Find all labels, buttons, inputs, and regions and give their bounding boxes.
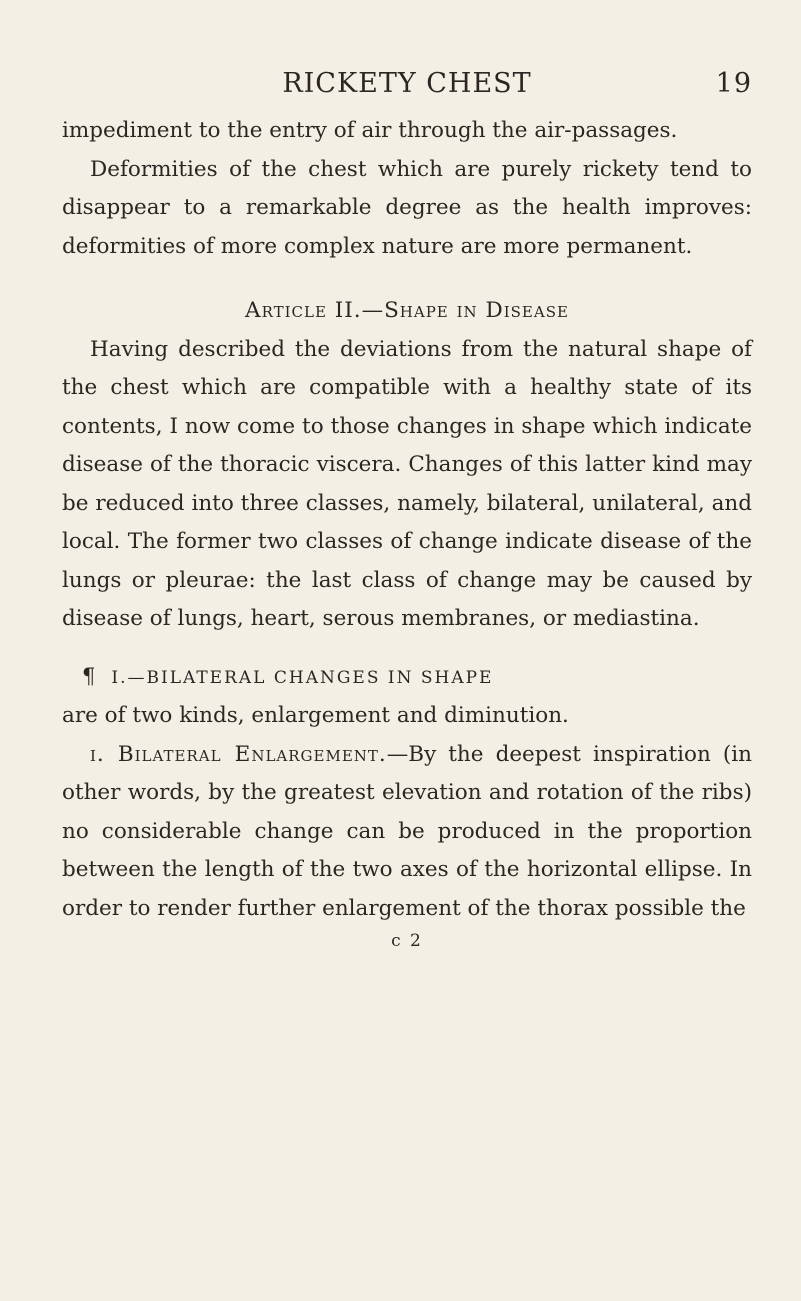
article-heading: Article II.—Shape in Disease [245,298,569,323]
signature-mark: c 2 [391,931,423,951]
page-number: 19 [715,68,752,99]
running-head [62,68,752,112]
body-text [62,112,752,952]
bilateral-enlargement-label: i. Bilateral Enlargement. [90,741,387,767]
paragraph-bilateral-enlargement [62,736,752,929]
section-heading-text: I.—BILATERAL CHANGES IN SHAPE [111,667,494,688]
pilcrow-icon: ¶ [82,663,98,688]
running-title: RICKETY CHEST [282,68,532,99]
paragraph-deformities: Deformities of the chest which are purely rickety tend to disappear to a remarkable degree as the health improves: deformities of more complex nature are more permanent. [62,156,752,259]
section-heading [82,657,752,698]
paragraph-continuation: impediment to the entry of air through the air-passages. [62,118,678,143]
bilateral-enlargement-text: —By the deepest inspiration (in other words, by the greatest elevation and rotation of the ribs) no considerable change can be produced in the proportion between the length of the two axes of the horizontal ellipse. In order to render further enlargement of the thorax possible the [62,741,752,921]
paragraph-two-kinds: are of two kinds, enlargement and diminution. [62,703,569,728]
book-page [62,68,752,952]
paragraph-shape-in-disease: Having described the deviations from the natural shape of the chest which are compatible with a healthy state of its contents, I now come to those changes in shape which indicate disease of the thoracic viscera. Changes of this latter kind may be reduced into three classes, namely, bilateral, unilateral, and local. The former two classes of change indicate disease of the lungs or pleurae: the last class of change may be caused by disease of lungs, heart, serous membranes, or mediastina. [62,336,752,631]
